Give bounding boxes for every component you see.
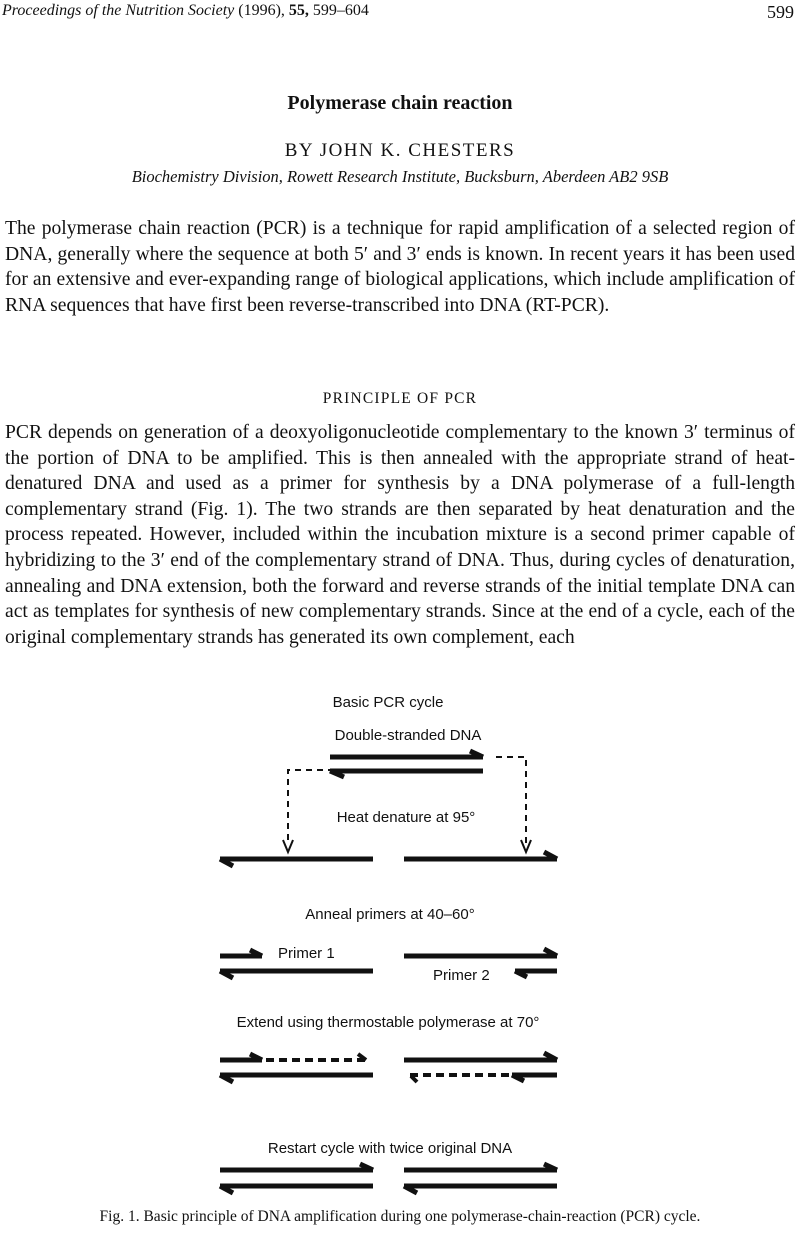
separated-strands-icon xyxy=(220,852,557,866)
primer-1-label: Primer 1 xyxy=(278,945,335,962)
step-double-stranded-label: Double-stranded DNA xyxy=(334,727,482,744)
primer-2-label: Primer 2 xyxy=(433,967,490,984)
journal-name: Proceedings of the Nutrition Society xyxy=(2,2,235,19)
annealed-primers-icon xyxy=(220,949,557,978)
intro-paragraph: The polymerase chain reaction (PCR) is a technique for rapid amplification of a selected region of DNA, generally where the sequence at both 5′ and 3′ ends is known. In recent years it has been used for an extensive and ever-expanding range of biological applications, which include amplification of RNA sequences that have first been reverse-transcribed into DNA (RT-PCR). xyxy=(5,218,795,316)
page-number: 599 xyxy=(767,2,794,22)
figure-caption: Fig. 1. Basic principle of DNA amplification during one polymerase-chain-reaction (PCR) cycle. xyxy=(99,1208,701,1225)
journal-pages: 599–604 xyxy=(312,2,369,19)
article-title: Polymerase chain reaction xyxy=(287,92,513,114)
author-byline: BY JOHN K. CHESTERS xyxy=(284,140,516,161)
section-heading: PRINCIPLE OF PCR xyxy=(322,390,478,407)
figure-pcr-cycle xyxy=(0,660,800,1200)
double-stranded-dna-icon xyxy=(330,751,483,777)
step-restart-label: Restart cycle with twice original DNA xyxy=(267,1140,513,1157)
author-affiliation: Biochemistry Division, Rowett Research Institute, Bucksburn, Aberdeen AB2 9SB xyxy=(131,167,669,186)
pcr-cycle-diagram xyxy=(0,660,800,1200)
extension-strands-icon xyxy=(220,1053,557,1082)
running-head xyxy=(2,2,794,24)
step-extend-label: Extend using thermostable polymerase at 70° xyxy=(236,1014,540,1031)
figure-title: Basic PCR cycle xyxy=(332,694,444,711)
journal-citation xyxy=(2,2,369,20)
step-anneal-label: Anneal primers at 40–60° xyxy=(305,906,475,923)
principle-paragraph: PCR depends on generation of a deoxyoligonucleotide complementary to the known 3′ terminus of the portion of DNA to be amplified. This is then annealed with the appropriate strand of heat-denatured DNA and used as a primer for synthesis by a DNA polymerase of a full-length complementary strand (Fig. 1). The two strands are then separated by heat denaturation and the process repeated. However, included within the incubation mixture is a second primer capable of hybridizing to the 3′ end of the complementary strand of DNA. Thus, during cycles of denaturation, annealing and DNA extension, both the forward and reverse strands of the initial template DNA can act as templates for synthesis of new complementary strands. Since at the end of a cycle, each of the original complementary strands has generated its own complement, each xyxy=(5,422,795,648)
journal-year: (1996), xyxy=(238,2,285,19)
step-denature-label: Heat denature at 95° xyxy=(336,809,476,826)
journal-volume: 55, xyxy=(288,2,309,19)
doubled-dna-icon xyxy=(220,1164,557,1193)
